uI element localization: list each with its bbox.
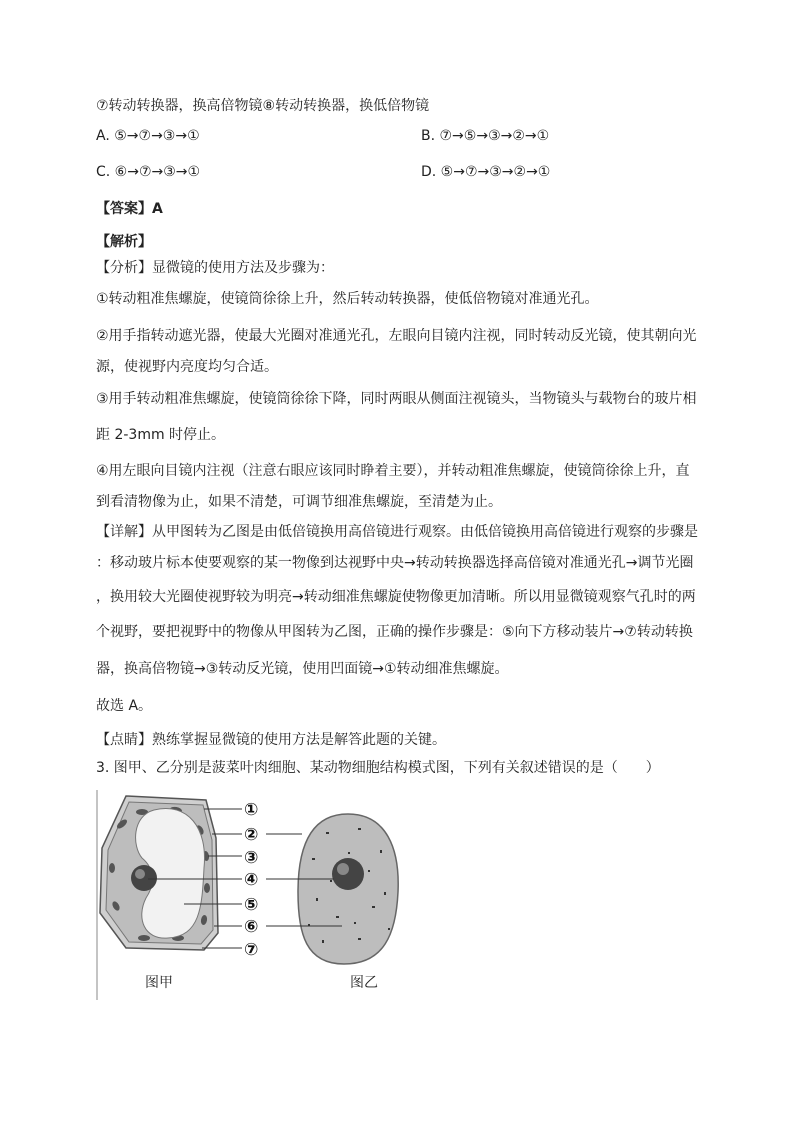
animal-nucleus (332, 858, 364, 890)
label-5: ⑤ (244, 895, 259, 915)
option-b: B. ⑦→⑤→③→②→① (421, 128, 550, 144)
detail-line-4: 个视野，要把视野中的物像从甲图转为乙图，正确的操作步骤是：⑤向下方移动装片→⑦转动转换 (96, 624, 693, 640)
detail-line-2: ：移动玻片标本使要观察的某一物像到达视野中央→转动转换器选择高倍镜对准通光孔→调节光圈 (96, 555, 694, 571)
question-3: 3. 图甲、乙分别是菠菜叶肉细胞、某动物细胞结构模式图，下列有关叙述错误的是（ ） (96, 760, 660, 776)
option-a: A. ⑤→⑦→③→① (96, 128, 200, 144)
label-3: ③ (244, 848, 259, 868)
answer-line: 【答案】A (96, 201, 163, 217)
label-4: ④ (244, 870, 259, 890)
analysis-heading: 【解析】 (96, 234, 152, 250)
animal-nucleus-highlight (337, 863, 349, 875)
cell-diagram (96, 788, 416, 1002)
step-1: ①转动粗准焦螺旋，使镜筒徐徐上升，然后转动转换器，使低倍物镜对准通光孔。 (96, 291, 599, 307)
label-6: ⑥ (244, 917, 259, 937)
step-4-line-2: 到看清物像为止，如果不清楚，可调节细准焦螺旋，至清楚为止。 (96, 494, 502, 510)
choose-line: 故选 A。 (96, 698, 153, 714)
step-4-line-1: ④用左眼向目镜内注视（注意右眼应该同时睁着主要），并转动粗准焦螺旋，使镜筒徐徐上升，直 (96, 463, 690, 479)
label-2: ② (244, 825, 259, 845)
plant-nucleus-highlight (135, 869, 145, 879)
detail-line-1: 【详解】从甲图转为乙图是由低倍镜换用高倍镜进行观察。由低倍镜换用高倍镜进行观察的步骤是 (96, 524, 698, 540)
key-point-line: 【点睛】熟练掌握显微镜的使用方法是解答此题的关键。 (96, 732, 446, 748)
analysis-intro: 【分析】显微镜的使用方法及步骤为： (96, 260, 334, 276)
plant-nucleus (131, 865, 157, 891)
question-stem-tail: ⑦转动转换器，换高倍物镜⑧转动转换器，换低倍物镜 (96, 98, 430, 114)
option-c: C. ⑥→⑦→③→① (96, 164, 201, 180)
label-1: ① (244, 800, 259, 820)
label-7: ⑦ (244, 940, 259, 960)
step-3-line-2: 距 2-3mm 时停止。 (96, 427, 226, 443)
caption-left: 图甲 (145, 975, 173, 991)
detail-line-5: 器，换高倍物镜→③转动反光镜，使用凹面镜→①转动细准焦螺旋。 (96, 661, 509, 677)
caption-right: 图乙 (350, 975, 378, 991)
step-3-line-1: ③用手转动粗准焦螺旋，使镜筒徐徐下降，同时两眼从侧面注视镜头，当物镜头与载物台的玻片相 (96, 391, 697, 407)
step-2-line-1: ②用手指转动遮光器，使最大光圈对准通光孔，左眼向目镜内注视，同时转动反光镜，使其朝向光 (96, 328, 697, 344)
detail-line-3: ，换用较大光圈使视野较为明亮→转动细准焦螺旋使物像更加清晰。所以用显微镜观察气孔时的两 (96, 589, 696, 605)
cell-diagram-figure (96, 788, 416, 1002)
option-d: D. ⑤→⑦→③→②→① (421, 164, 551, 180)
step-2-line-2: 源，使视野内亮度均匀合适。 (96, 359, 278, 375)
